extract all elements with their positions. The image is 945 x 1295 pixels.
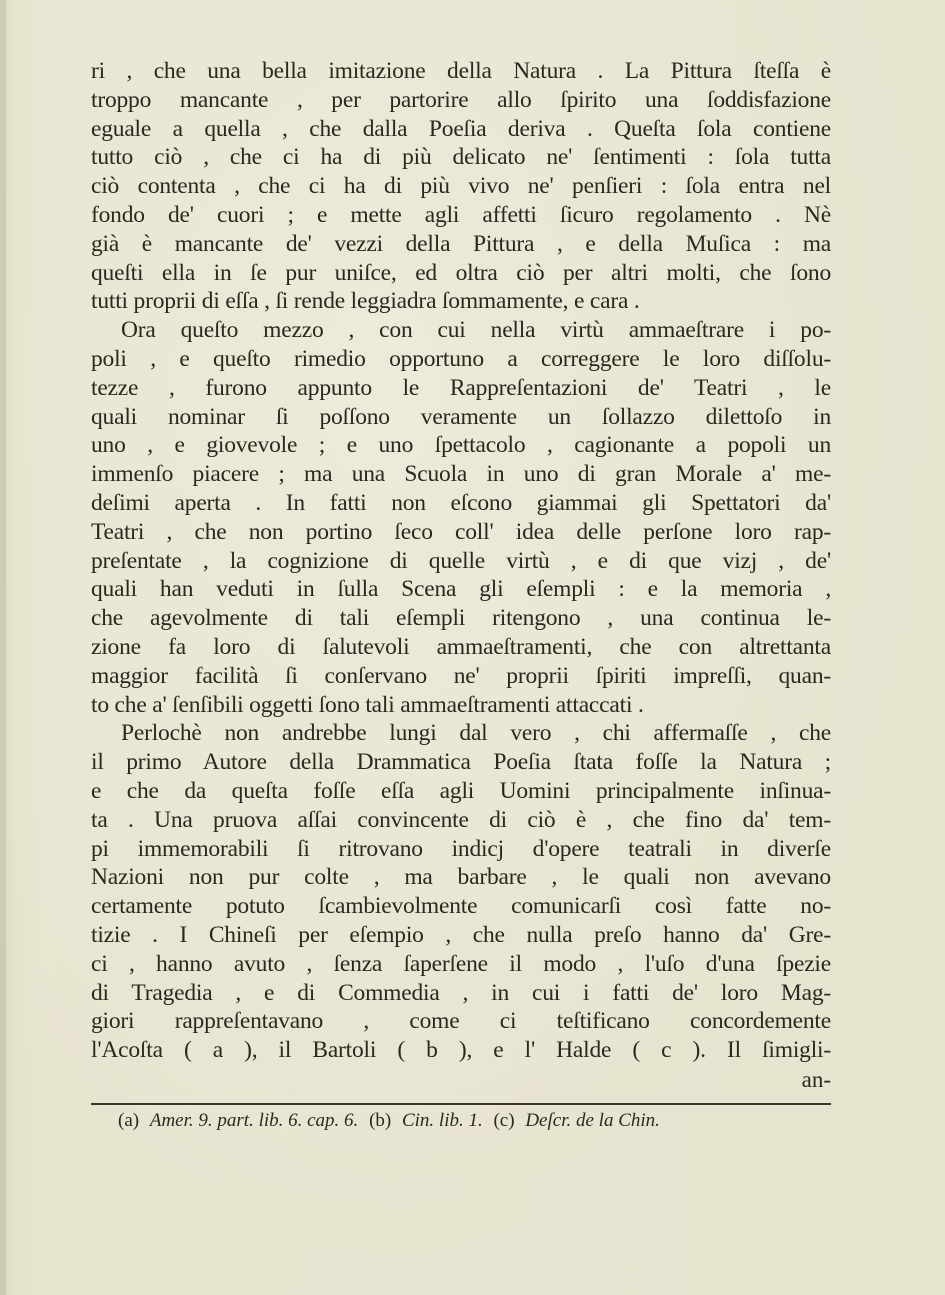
text-line: tezze , furono appunto le Rappreſentazioni de' Teatri , le (91, 374, 831, 401)
footnote-ref-a: Amer. 9. part. lib. 6. cap. 6. (149, 1110, 359, 1131)
text-line: ci , hanno avuto , ſenza ſaperſene il modo , l'uſo d'una ſpezie (91, 950, 831, 977)
text-line: preſentate , la cognizione di quelle virtù , e di que vizj , de' (91, 547, 831, 574)
footnote-marker-c: (c) (493, 1110, 515, 1131)
text-line: pi immemorabili ſi ritrovano indicj d'opere teatrali in diverſe (91, 835, 831, 862)
text-line: maggior facilità ſi conſervano ne' proprii ſpiriti impreſſi, quan- (91, 662, 831, 689)
footnote-ref-c: Deſcr. de la Chin. (525, 1110, 660, 1131)
text-line: tizie . I Chineſi per eſempio , che nulla preſo hanno da' Gre- (91, 921, 831, 948)
text-line: queſti ella in ſe pur uniſce, ed oltra ciò per altri molti, che ſono (91, 259, 831, 286)
footnotes (118, 1109, 838, 1133)
text-line: ta . Una pruova aſſai convincente di ciò è , che fino da' tem- (91, 806, 831, 833)
text-line: tutti proprii di eſſa , ſi rende leggiadra ſommamente, e cara . (91, 288, 640, 315)
body-text (91, 57, 831, 1065)
text-line: l'Acoſta ( a ), il Bartoli ( b ), e l' Halde ( c ). Il ſimigli- (91, 1037, 831, 1064)
text-line: troppo mancante , per partorire allo ſpirito una ſoddisfazione (91, 86, 831, 113)
text-line: Teatri , che non portino ſeco coll' idea delle perſone loro rap- (91, 518, 831, 545)
footnote-marker-b: (b) (369, 1110, 392, 1131)
text-line: deſimi aperta . In fatti non eſcono giammai gli Spettatori da' (91, 489, 831, 516)
text-line: giori rappreſentavano , come ci teſtificano concordemente (91, 1008, 831, 1035)
catchword: an- (801, 1067, 831, 1092)
footnote-ref-b: Cin. lib. 1. (401, 1110, 483, 1131)
footnote-rule (91, 1103, 831, 1105)
text-line: e che da queſta foſſe eſſa agli Uomini principalmente inſinua- (91, 777, 831, 804)
text-line: il primo Autore della Drammatica Poeſia ſtata foſſe la Natura ; (91, 749, 831, 776)
text-line: già è mancante de' vezzi della Pittura , e della Muſica : ma (91, 230, 831, 257)
text-line: di Tragedia , e di Commedia , in cui i fatti de' loro Mag- (91, 979, 831, 1006)
text-line: che agevolmente di tali eſempli ritengono , una continua le- (91, 605, 831, 632)
text-line: poli , e queſto rimedio opportuno a correggere le loro diſſolu- (91, 345, 831, 372)
text-line: eguale a quella , che dalla Poeſia deriva . Queſta ſola contiene (91, 115, 831, 142)
text-line: certamente potuto ſcambievolmente comunicarſi così fatte no- (91, 893, 831, 920)
text-line: uno , e giovevole ; e uno ſpettacolo , cagionante a popoli un (91, 432, 831, 459)
text-line: Ora queſto mezzo , con cui nella virtù ammaeſtrare i po- (121, 317, 831, 344)
page-gutter (0, 0, 6, 1295)
text-line: tutto ciò , che ci ha di più delicato ne' ſentimenti : ſola tutta (91, 144, 831, 171)
text-line: Perlochè non andrebbe lungi dal vero , chi affermaſſe , che (121, 720, 831, 747)
footnote-marker-a: (a) (118, 1110, 140, 1131)
text-line: ciò contenta , che ci ha di più vivo ne' penſieri : ſola entra nel (91, 173, 831, 200)
text-line: to che a' ſenſibili oggetti ſono tali ammaeſtramenti attaccati . (91, 691, 644, 718)
text-line: Nazioni non pur colte , ma barbare , le quali non avevano (91, 864, 831, 891)
text-line: ri , che una bella imitazione della Natura . La Pittura ſteſſa è (91, 58, 831, 84)
text-line: immenſo piacere ; ma una Scuola in uno di gran Morale a' me- (91, 461, 831, 488)
text-line: fondo de' cuori ; e mette agli affetti ſicuro regolamento . Nè (91, 201, 831, 228)
text-line: quali nominar ſi poſſono veramente un ſollazzo dilettoſo in (91, 403, 831, 430)
text-line: zione fa loro di ſalutevoli ammaeſtramenti, che con altrettanta (91, 633, 831, 660)
text-line: quali han veduti in ſulla Scena gli eſempli : e la memoria , (91, 576, 831, 603)
